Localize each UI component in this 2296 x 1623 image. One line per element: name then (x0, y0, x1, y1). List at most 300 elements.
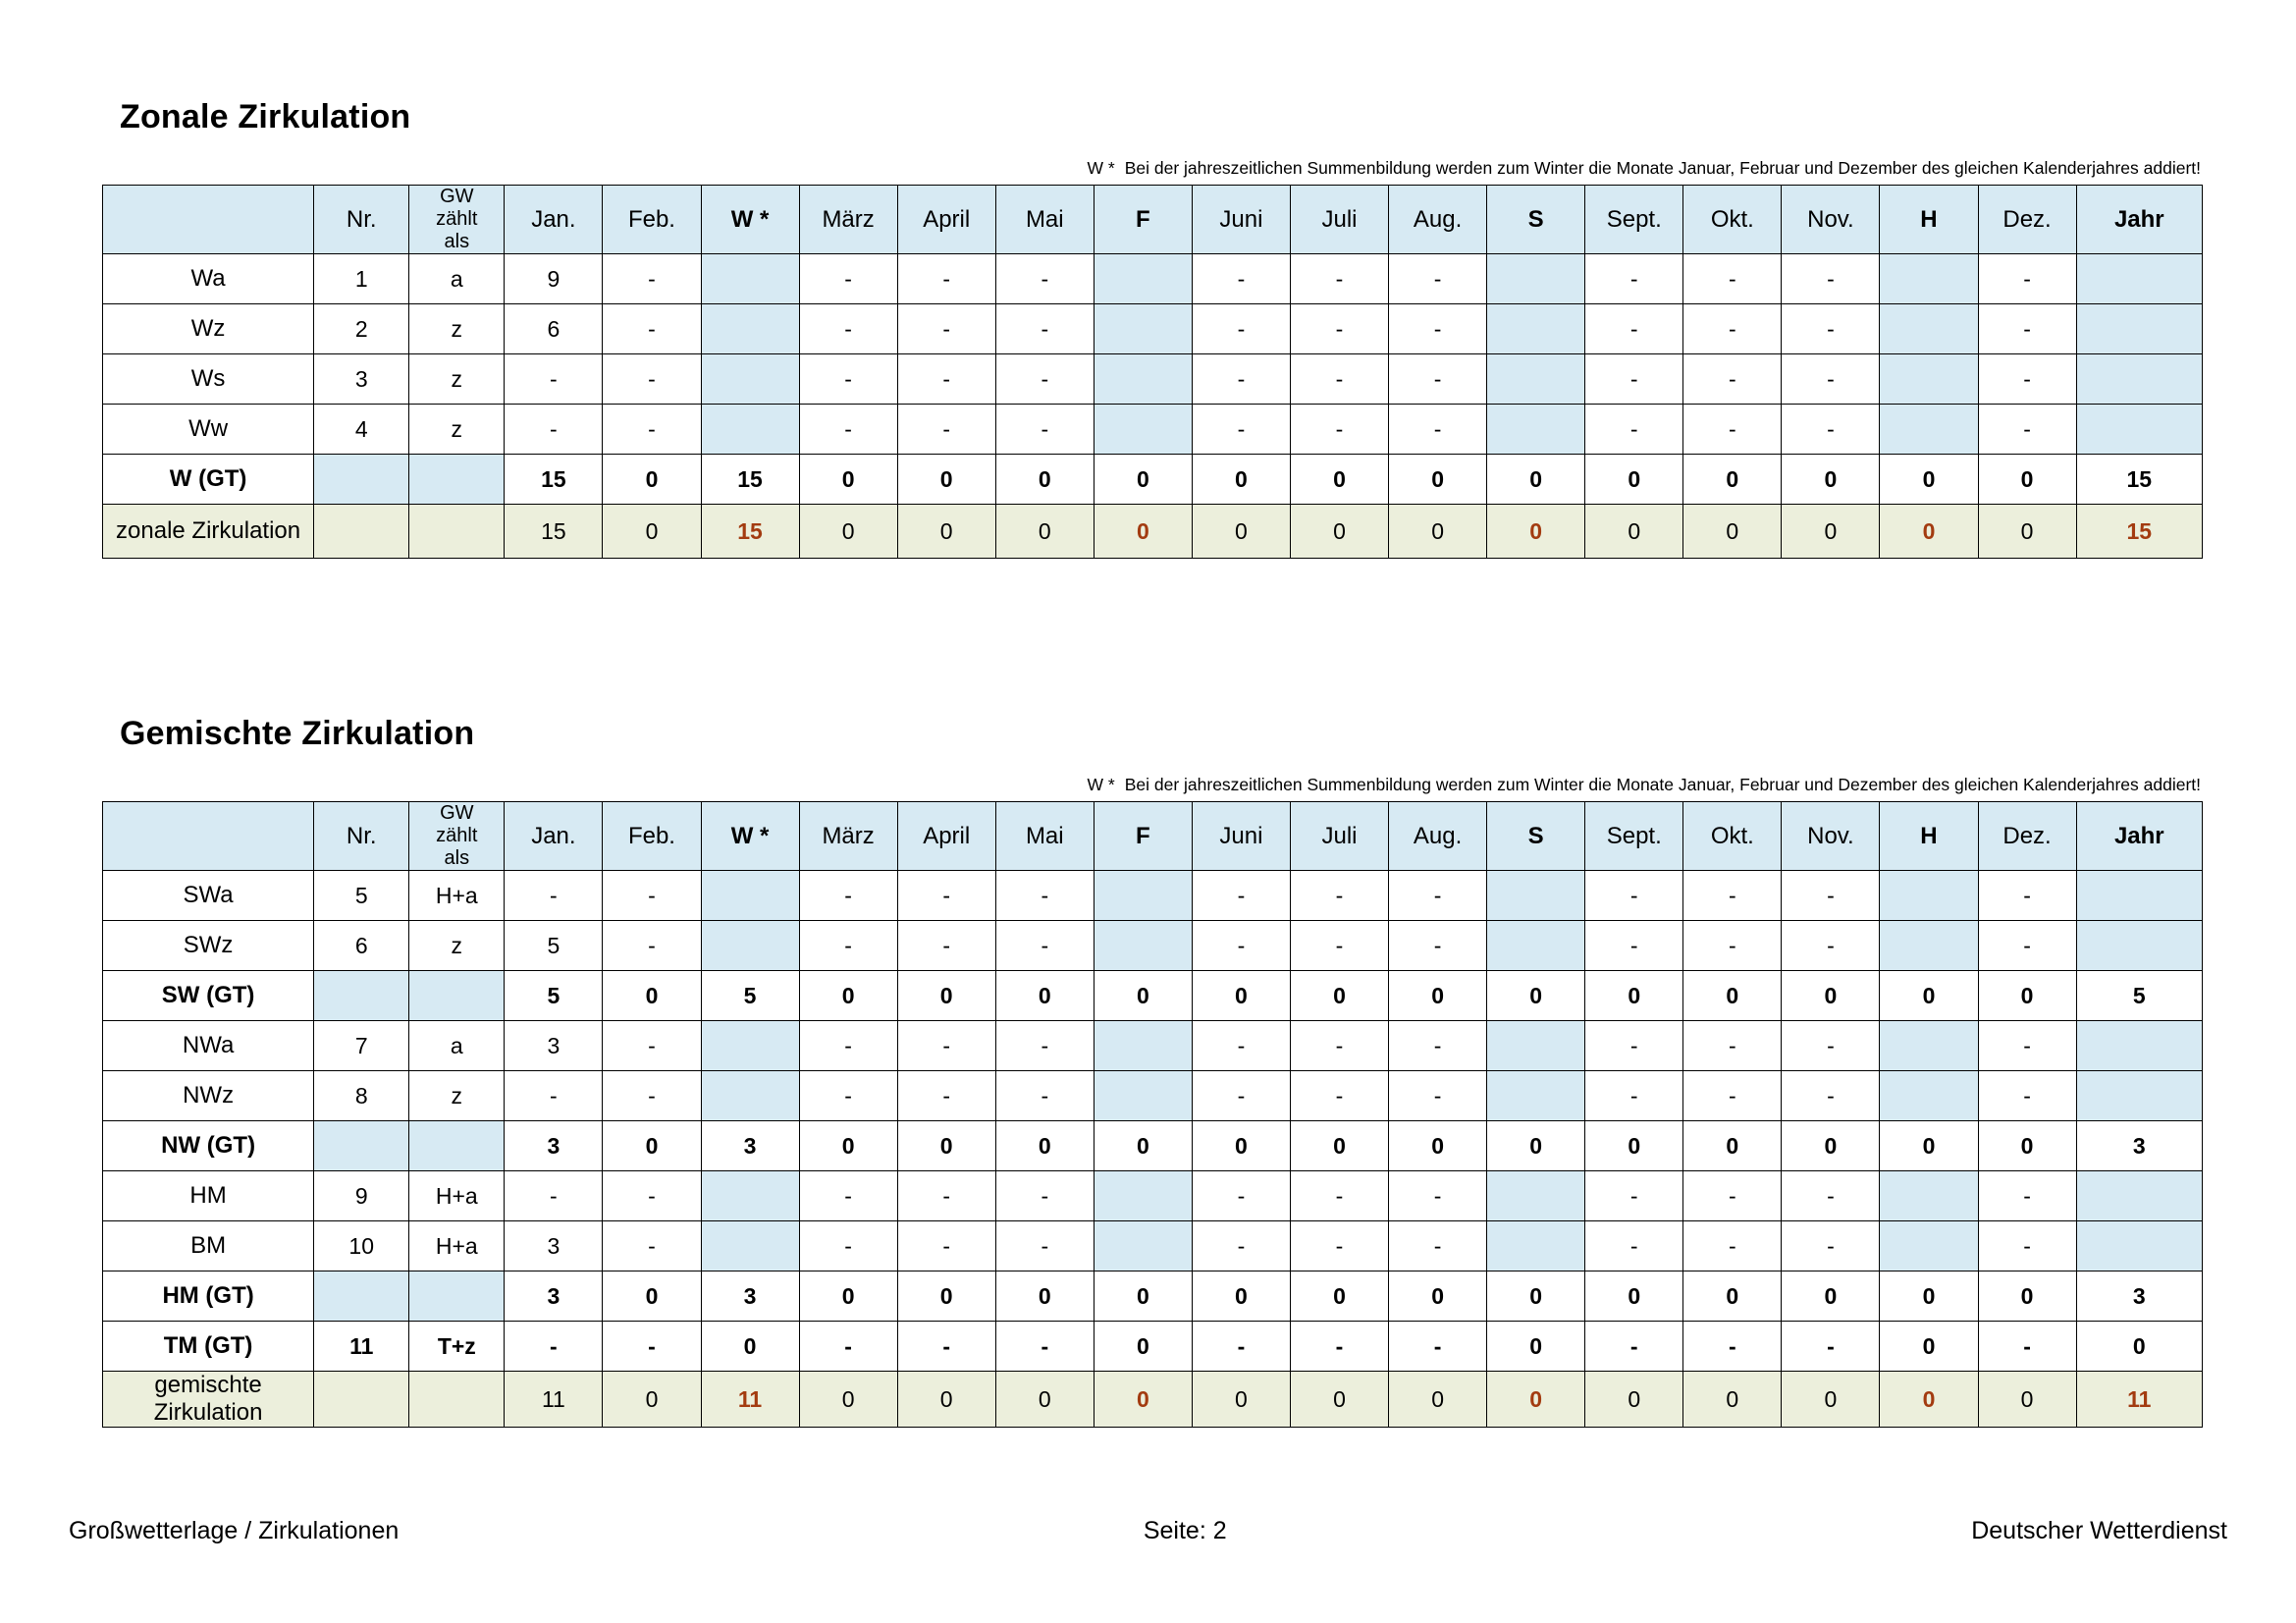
cell: - (897, 354, 995, 405)
cell: 0 (1192, 971, 1290, 1021)
cell: 0 (1192, 505, 1290, 559)
cell: - (1192, 1171, 1290, 1221)
row-nr: 7 (314, 1021, 409, 1071)
cell: - (1389, 254, 1487, 304)
cell: 15 (2076, 505, 2202, 559)
cell: - (603, 304, 701, 354)
cell: - (1389, 1322, 1487, 1372)
table-row (103, 505, 2203, 559)
cell: - (1389, 1171, 1487, 1221)
cell: - (1978, 254, 2076, 304)
cell: 5 (505, 921, 603, 971)
cell: - (897, 304, 995, 354)
cell (1094, 354, 1192, 405)
table-header-row-2 (103, 802, 2203, 871)
cell: 0 (1782, 1271, 1880, 1322)
cell: 5 (701, 971, 799, 1021)
cell: - (1389, 921, 1487, 971)
header-winter-2: W * (701, 802, 799, 871)
row-label: NW (GT) (103, 1121, 314, 1171)
cell: 0 (701, 1322, 799, 1372)
cell: 0 (1585, 1271, 1683, 1322)
cell: 0 (1683, 971, 1782, 1021)
cell: 0 (1880, 1322, 1978, 1372)
header-jan: Jan. (505, 186, 603, 254)
header-gw-line1-2: GW (440, 802, 474, 824)
cell: 15 (2076, 455, 2202, 505)
cell: 0 (1880, 1271, 1978, 1322)
header-gw-line2: zählt (436, 208, 478, 230)
note-text-2: Bei der jahreszeitlichen Summenbildung werden zum Winter die Monate Januar, Februar und Dezember des gleichen Kalenderjahres addiert! (1124, 775, 2201, 794)
cell: 0 (1782, 1121, 1880, 1171)
cell: - (1782, 354, 1880, 405)
cell: - (1978, 304, 2076, 354)
header-nov: Nov. (1782, 186, 1880, 254)
header-maerz: März (799, 186, 897, 254)
table-row (103, 1221, 2203, 1271)
table-body-gemischte (103, 871, 2203, 1428)
cell: - (603, 921, 701, 971)
cell: - (1683, 921, 1782, 971)
note-winter-sum-1 (102, 158, 2203, 179)
cell: 0 (1290, 505, 1388, 559)
footer-page-number: Seite: 2 (1143, 1517, 1227, 1544)
cell: 0 (995, 455, 1094, 505)
row-label: W (GT) (103, 455, 314, 505)
cell: 0 (1487, 1372, 1585, 1428)
cell: - (1192, 304, 1290, 354)
header-gw-line1: GW (440, 186, 474, 207)
cell: - (897, 1071, 995, 1121)
cell (1880, 921, 1978, 971)
cell: - (1978, 405, 2076, 455)
cell: 0 (603, 1372, 701, 1428)
footer-right: Deutscher Wetterdienst (1971, 1517, 2227, 1544)
cell: - (603, 354, 701, 405)
cell: - (1782, 254, 1880, 304)
row-gw: z (409, 1071, 505, 1121)
row-nr (314, 505, 409, 559)
cell: - (1192, 405, 1290, 455)
footer-left: Großwetterlage / Zirkulationen (69, 1517, 400, 1544)
cell: - (897, 405, 995, 455)
header-aug-2: Aug. (1389, 802, 1487, 871)
cell: 5 (2076, 971, 2202, 1021)
cell: - (799, 1171, 897, 1221)
cell: - (1389, 1021, 1487, 1071)
cell (1487, 354, 1585, 405)
cell: - (1290, 304, 1388, 354)
row-gw (409, 505, 505, 559)
cell: - (1192, 1322, 1290, 1372)
cell: - (799, 405, 897, 455)
cell: 0 (1389, 505, 1487, 559)
cell: 0 (603, 971, 701, 1021)
table-row (103, 1071, 2203, 1121)
cell: - (1585, 1071, 1683, 1121)
cell (1094, 1071, 1192, 1121)
cell: - (1683, 1171, 1782, 1221)
cell: - (1389, 304, 1487, 354)
row-gw: z (409, 354, 505, 405)
page-footer (69, 1517, 2227, 1545)
header-blank-2 (103, 802, 314, 871)
row-gw: T+z (409, 1322, 505, 1372)
cell: - (1782, 304, 1880, 354)
cell (1094, 254, 1192, 304)
cell: 0 (603, 1271, 701, 1322)
cell: 3 (505, 1271, 603, 1322)
cell: 0 (1389, 1271, 1487, 1322)
cell (1094, 1171, 1192, 1221)
cell: - (1585, 304, 1683, 354)
row-label: HM (GT) (103, 1271, 314, 1322)
cell: 0 (1487, 1271, 1585, 1322)
cell: 0 (1585, 1121, 1683, 1171)
cell: - (995, 921, 1094, 971)
cell: - (1782, 1221, 1880, 1271)
cell: - (505, 354, 603, 405)
header-sept: Sept. (1585, 186, 1683, 254)
cell: - (1290, 1021, 1388, 1071)
cell: - (505, 1322, 603, 1372)
cell: - (995, 304, 1094, 354)
note-star-1: W * (1087, 158, 1115, 178)
row-nr: 9 (314, 1171, 409, 1221)
header-jan-2: Jan. (505, 802, 603, 871)
cell (701, 1221, 799, 1271)
cell (1094, 405, 1192, 455)
cell (1880, 1171, 1978, 1221)
table-row (103, 304, 2203, 354)
table-row (103, 1322, 2203, 1372)
table-row (103, 871, 2203, 921)
cell: 0 (1880, 1372, 1978, 1428)
cell: - (1290, 254, 1388, 304)
cell: 0 (1094, 1322, 1192, 1372)
cell: 0 (1880, 505, 1978, 559)
cell: - (1192, 871, 1290, 921)
cell: - (897, 254, 995, 304)
cell: 0 (799, 505, 897, 559)
cell: 0 (995, 1271, 1094, 1322)
header-gw-line3: als (444, 231, 470, 252)
cell: 0 (1094, 1271, 1192, 1322)
cell: - (1585, 1221, 1683, 1271)
cell (1880, 1071, 1978, 1121)
cell: - (1192, 1071, 1290, 1121)
table-row (103, 254, 2203, 304)
cell (1487, 1221, 1585, 1271)
row-label: SW (GT) (103, 971, 314, 1021)
cell: 0 (1880, 1121, 1978, 1171)
cell: - (799, 1071, 897, 1121)
row-label: NWz (103, 1071, 314, 1121)
cell (2076, 921, 2202, 971)
cell: - (1290, 1071, 1388, 1121)
cell: 0 (603, 455, 701, 505)
row-nr (314, 455, 409, 505)
header-sept-2: Sept. (1585, 802, 1683, 871)
row-nr: 8 (314, 1071, 409, 1121)
row-gw: z (409, 405, 505, 455)
cell: 0 (1192, 455, 1290, 505)
note-winter-sum-2 (102, 775, 2203, 795)
row-gw: z (409, 304, 505, 354)
row-gw: H+a (409, 871, 505, 921)
cell: - (1585, 871, 1683, 921)
cell: - (1192, 1221, 1290, 1271)
cell: 0 (799, 1372, 897, 1428)
row-label: Wa (103, 254, 314, 304)
cell: 0 (1290, 971, 1388, 1021)
cell (1487, 871, 1585, 921)
cell (1094, 871, 1192, 921)
cell: - (799, 921, 897, 971)
cell: - (1389, 871, 1487, 921)
cell: 0 (1389, 1121, 1487, 1171)
table-row (103, 1121, 2203, 1171)
table-row (103, 1271, 2203, 1322)
cell: - (995, 1171, 1094, 1221)
cell: 3 (505, 1221, 603, 1271)
header-april: April (897, 186, 995, 254)
cell: 0 (1487, 1121, 1585, 1171)
header-aug: Aug. (1389, 186, 1487, 254)
row-label: BM (103, 1221, 314, 1271)
cell: 0 (1487, 505, 1585, 559)
table-row (103, 354, 2203, 405)
header-herbst: H (1880, 186, 1978, 254)
cell: - (1683, 254, 1782, 304)
cell: - (799, 304, 897, 354)
cell: 0 (799, 455, 897, 505)
cell: - (1683, 405, 1782, 455)
cell: - (1192, 921, 1290, 971)
cell: 0 (1094, 505, 1192, 559)
cell (1487, 405, 1585, 455)
cell: - (1192, 354, 1290, 405)
cell: - (1978, 871, 2076, 921)
cell: 15 (505, 505, 603, 559)
cell: 3 (2076, 1271, 2202, 1322)
cell: 5 (505, 971, 603, 1021)
cell: - (1782, 1071, 1880, 1121)
page-title-zonale: Zonale Zirkulation (120, 98, 411, 135)
cell: 0 (897, 505, 995, 559)
row-gw: a (409, 1021, 505, 1071)
header-juli: Juli (1290, 186, 1388, 254)
header-nov-2: Nov. (1782, 802, 1880, 871)
cell: - (995, 1071, 1094, 1121)
cell: - (995, 354, 1094, 405)
cell: 0 (799, 1121, 897, 1171)
cell: - (603, 1021, 701, 1071)
cell: - (1585, 1171, 1683, 1221)
cell: 6 (505, 304, 603, 354)
cell (701, 871, 799, 921)
header-dez: Dez. (1978, 186, 2076, 254)
cell (2076, 1221, 2202, 1271)
row-nr (314, 1271, 409, 1322)
cell (1880, 405, 1978, 455)
row-nr: 2 (314, 304, 409, 354)
cell: 0 (1978, 971, 2076, 1021)
cell: - (603, 405, 701, 455)
table-gemischte-zirkulation (102, 801, 2203, 1428)
header-gw-zaehlt-als-2 (409, 802, 505, 871)
cell (1487, 1021, 1585, 1071)
cell: - (505, 871, 603, 921)
cell: - (799, 871, 897, 921)
table-row (103, 921, 2203, 971)
note-text-1: Bei der jahreszeitlichen Summenbildung werden zum Winter die Monate Januar, Februar und Dezember des gleichen Kalenderjahres addiert! (1124, 158, 2201, 178)
cell: - (1290, 921, 1388, 971)
cell: 0 (1683, 505, 1782, 559)
cell: 9 (505, 254, 603, 304)
header-feb-2: Feb. (603, 802, 701, 871)
header-fruehling: F (1094, 186, 1192, 254)
cell: - (1585, 354, 1683, 405)
cell: - (1585, 1021, 1683, 1071)
cell: 0 (1487, 1322, 1585, 1372)
cell: 0 (1290, 1121, 1388, 1171)
cell: - (1389, 354, 1487, 405)
cell (1880, 1021, 1978, 1071)
cell (2076, 1171, 2202, 1221)
table-body-zonale (103, 254, 2203, 559)
cell: 0 (1585, 505, 1683, 559)
cell: - (1978, 1021, 2076, 1071)
cell: - (1290, 1322, 1388, 1372)
cell: 0 (1487, 971, 1585, 1021)
table-row (103, 1021, 2203, 1071)
cell: 0 (1978, 455, 2076, 505)
cell: 15 (701, 505, 799, 559)
cell: 0 (1389, 1372, 1487, 1428)
cell: - (1782, 921, 1880, 971)
cell: 0 (1585, 1372, 1683, 1428)
cell: - (603, 871, 701, 921)
cell: - (1978, 921, 2076, 971)
row-gw: a (409, 254, 505, 304)
cell: - (799, 254, 897, 304)
cell: 0 (1978, 1271, 2076, 1322)
cell: 0 (1585, 455, 1683, 505)
cell: 0 (1389, 971, 1487, 1021)
cell: 0 (603, 505, 701, 559)
cell: - (897, 1171, 995, 1221)
cell: - (1978, 1221, 2076, 1271)
cell: 0 (1978, 1372, 2076, 1428)
cell (1880, 304, 1978, 354)
cell: - (995, 1021, 1094, 1071)
cell: - (505, 405, 603, 455)
header-sommer: S (1487, 186, 1585, 254)
header-juni-2: Juni (1192, 802, 1290, 871)
cell: - (995, 871, 1094, 921)
cell: 0 (897, 1271, 995, 1322)
cell: 0 (1094, 1372, 1192, 1428)
page-title-gemischte: Gemischte Zirkulation (120, 715, 475, 752)
row-gw (409, 1372, 505, 1428)
header-juni: Juni (1192, 186, 1290, 254)
cell: 0 (1192, 1372, 1290, 1428)
cell (1487, 304, 1585, 354)
cell (1487, 1171, 1585, 1221)
table-header-row-1 (103, 186, 2203, 254)
cell: - (1585, 921, 1683, 971)
row-label: Ws (103, 354, 314, 405)
cell: - (505, 1071, 603, 1121)
cell: 0 (897, 1121, 995, 1171)
cell: - (1782, 1171, 1880, 1221)
cell: 0 (1782, 971, 1880, 1021)
header-juli-2: Juli (1290, 802, 1388, 871)
row-gw (409, 1121, 505, 1171)
cell: 0 (1978, 1121, 2076, 1171)
cell (2076, 871, 2202, 921)
cell: 15 (701, 455, 799, 505)
header-maerz-2: März (799, 802, 897, 871)
cell: 0 (1487, 455, 1585, 505)
cell: - (995, 405, 1094, 455)
cell: 0 (1782, 1372, 1880, 1428)
cell: - (1389, 405, 1487, 455)
cell: - (1782, 1322, 1880, 1372)
cell (1094, 1221, 1192, 1271)
cell: - (603, 1171, 701, 1221)
cell: - (1978, 1322, 2076, 1372)
cell: - (1782, 405, 1880, 455)
cell: 0 (799, 1271, 897, 1322)
cell: - (603, 1221, 701, 1271)
cell: 11 (701, 1372, 799, 1428)
row-label: SWa (103, 871, 314, 921)
row-label: TM (GT) (103, 1322, 314, 1372)
cell (2076, 254, 2202, 304)
cell (701, 921, 799, 971)
cell (701, 254, 799, 304)
cell (2076, 354, 2202, 405)
row-nr: 1 (314, 254, 409, 304)
cell: 0 (1290, 1372, 1388, 1428)
cell (701, 354, 799, 405)
cell: 15 (505, 455, 603, 505)
header-jahr: Jahr (2076, 186, 2202, 254)
cell: 0 (1389, 455, 1487, 505)
header-winter: W * (701, 186, 799, 254)
cell: - (1782, 1021, 1880, 1071)
table-row (103, 405, 2203, 455)
row-nr: 3 (314, 354, 409, 405)
header-nr: Nr. (314, 186, 409, 254)
cell: - (995, 1221, 1094, 1271)
table-row (103, 1171, 2203, 1221)
cell: - (799, 1021, 897, 1071)
cell: 0 (1290, 455, 1388, 505)
cell: - (1290, 871, 1388, 921)
cell (701, 1171, 799, 1221)
cell: 0 (603, 1121, 701, 1171)
cell: - (1683, 304, 1782, 354)
cell: - (505, 1171, 603, 1221)
row-label: HM (103, 1171, 314, 1221)
table-row (103, 455, 2203, 505)
cell (701, 405, 799, 455)
cell: - (897, 1021, 995, 1071)
cell: 0 (995, 1372, 1094, 1428)
